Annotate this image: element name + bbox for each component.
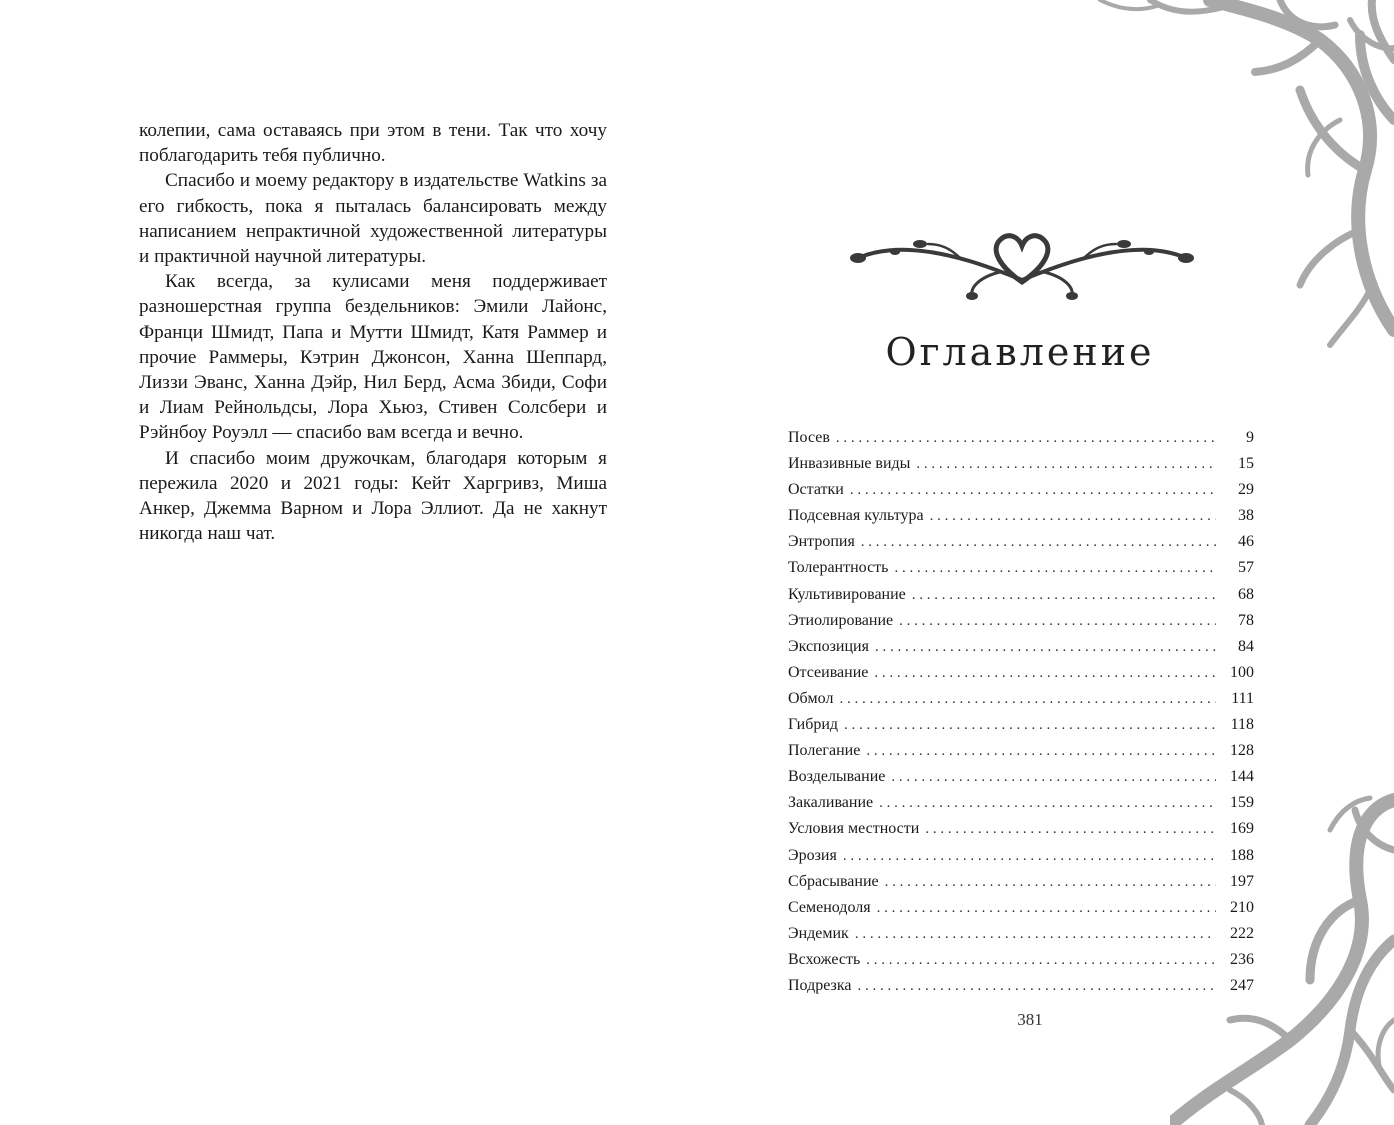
toc-entry-page: 144 bbox=[1230, 768, 1254, 786]
toc-entry-page: 188 bbox=[1230, 846, 1254, 864]
toc-dot-leader bbox=[839, 687, 1216, 712]
toc-entry-page: 46 bbox=[1238, 533, 1254, 551]
toc-entry bbox=[788, 451, 1254, 477]
toc-dot-leader bbox=[844, 713, 1216, 738]
toc-entry-page: 84 bbox=[1238, 637, 1254, 655]
toc-entry-title: Остатки bbox=[788, 481, 844, 499]
toc-entry-page: 236 bbox=[1230, 950, 1254, 968]
toc-entry bbox=[788, 503, 1254, 529]
toc-entry-title: Толерантность bbox=[788, 559, 889, 577]
toc-entry-page: 29 bbox=[1238, 481, 1254, 499]
toc-dot-leader bbox=[891, 765, 1216, 790]
toc-entry-page: 111 bbox=[1231, 689, 1254, 707]
paragraph: И спасибо моим дружочкам, благодаря которым я пережила 2020 и 2021 годы: Кейт Харгривз, Миша Анкер, Джемма Варном и Лора Эллиот. Да не хакнут никогда наш чат. bbox=[139, 447, 607, 545]
toc-entry bbox=[788, 686, 1254, 712]
toc-entry-page: 247 bbox=[1230, 976, 1254, 994]
toc-dot-leader bbox=[930, 504, 1216, 529]
toc-entry bbox=[788, 738, 1254, 764]
toc-entry bbox=[788, 555, 1254, 581]
toc-entry bbox=[788, 634, 1254, 660]
toc-entry-page: 100 bbox=[1230, 663, 1254, 681]
toc-dot-leader bbox=[866, 739, 1216, 764]
toc-dot-leader bbox=[866, 948, 1216, 973]
toc-entry-title: Культивирование bbox=[788, 585, 906, 603]
toc-entry-title: Инвазивные виды bbox=[788, 455, 911, 473]
toc-entry-title: Закаливание bbox=[788, 794, 874, 812]
toc-entry-page: 128 bbox=[1230, 742, 1254, 760]
toc-entry-title: Возделывание bbox=[788, 768, 886, 786]
toc-dot-leader bbox=[879, 791, 1216, 816]
toc-dot-leader bbox=[836, 426, 1216, 451]
paragraph: Как всегда, за кулисами меня поддерживает разношерстная группа бездельников: Эмили Лайонс, Франци Шмидт, Папа и Мутти Шмидт, Катя Раммер и прочие Раммеры, Кэтрин Джонсон, Ханна Шеппард, Лиззи Эванс, Ханна Дэйр, Нил Берд, Асма Збиди, Софи и Лиам Рейнольдсы, Лора Хьюз, Стивен Солсбери и Рэйнбоу Роуэлл — спасибо вам всегда и вечно. bbox=[139, 271, 607, 444]
toc-entry-title: Этиолирование bbox=[788, 611, 894, 629]
toc-dot-leader bbox=[899, 609, 1216, 634]
page-number: 381 bbox=[1017, 1010, 1043, 1029]
toc-entry-title: Подсевная культура bbox=[788, 507, 924, 525]
toc-entry-page: 9 bbox=[1246, 429, 1254, 446]
toc-dot-leader bbox=[916, 452, 1216, 477]
toc-entry bbox=[788, 529, 1254, 555]
toc-entry-page: 169 bbox=[1230, 820, 1254, 838]
toc-entry bbox=[788, 608, 1254, 634]
toc-entry bbox=[788, 425, 1254, 451]
toc-entry-title: Экспозиция bbox=[788, 637, 869, 655]
branch-decoration-top bbox=[1060, 0, 1394, 360]
toc-dot-leader bbox=[843, 844, 1216, 869]
toc-entry-title: Гибрид bbox=[788, 716, 839, 734]
toc-dot-leader bbox=[912, 583, 1216, 608]
toc-entry-title: Подрезка bbox=[788, 976, 852, 994]
toc-entry-page: 222 bbox=[1230, 924, 1254, 942]
toc-dot-leader bbox=[850, 478, 1216, 503]
toc-dot-leader bbox=[894, 556, 1216, 581]
toc-entry-title: Энтропия bbox=[788, 533, 855, 551]
toc-entry-title: Семенодоля bbox=[788, 898, 871, 916]
toc-entry-title: Полегание bbox=[788, 742, 861, 760]
toc-dot-leader bbox=[855, 922, 1216, 947]
toc-heading: Оглавление bbox=[885, 330, 1155, 374]
heart-vine-ornament-icon bbox=[850, 222, 1195, 302]
toc-dot-leader bbox=[857, 974, 1216, 999]
toc-entry bbox=[788, 582, 1254, 608]
toc-dot-leader bbox=[877, 896, 1216, 921]
paragraph: Спасибо и моему редактору в издательстве Watkins за его гибкость, пока я пыталась балансировать между написанием непрактичной художественной литературы и практичной научной литературы. bbox=[139, 170, 607, 268]
toc-entry-title: Отсеивание bbox=[788, 663, 869, 681]
toc-entry-page: 159 bbox=[1230, 794, 1254, 812]
paragraph: колепии, сама оставаясь при этом в тени. Так что хочу поблагодарить тебя публично. bbox=[139, 120, 607, 167]
toc-entry-title: Эндемик bbox=[788, 924, 849, 942]
toc-dot-leader bbox=[885, 870, 1216, 895]
toc-entry-page: 197 bbox=[1230, 872, 1254, 890]
toc-entry-page: 210 bbox=[1230, 898, 1254, 916]
toc-entry-page: 15 bbox=[1238, 455, 1254, 473]
branch-decoration-bottom bbox=[1170, 790, 1394, 1125]
toc-entry-title: Всхожесть bbox=[788, 950, 861, 968]
toc-entry-title: Условия местности bbox=[788, 820, 920, 838]
toc-entry bbox=[788, 477, 1254, 503]
toc-entry-page: 78 bbox=[1238, 611, 1254, 629]
toc-entry bbox=[788, 660, 1254, 686]
toc-entry-title: Сбрасывание bbox=[788, 872, 879, 890]
toc-entry bbox=[788, 712, 1254, 738]
toc-entry bbox=[788, 764, 1254, 790]
left-page-text bbox=[139, 118, 607, 546]
toc-dot-leader bbox=[874, 661, 1216, 686]
toc-entry-page: 68 bbox=[1238, 585, 1254, 603]
toc-entry-title: Эрозия bbox=[788, 846, 837, 864]
toc-entry-page: 118 bbox=[1230, 716, 1254, 734]
toc-entry-title: Посев bbox=[788, 429, 830, 446]
toc-entry-page: 57 bbox=[1238, 559, 1254, 577]
toc-entry-page: 38 bbox=[1238, 507, 1254, 525]
toc-dot-leader bbox=[861, 530, 1216, 555]
toc-entry-title: Обмол bbox=[788, 689, 834, 707]
toc-dot-leader bbox=[875, 635, 1216, 660]
